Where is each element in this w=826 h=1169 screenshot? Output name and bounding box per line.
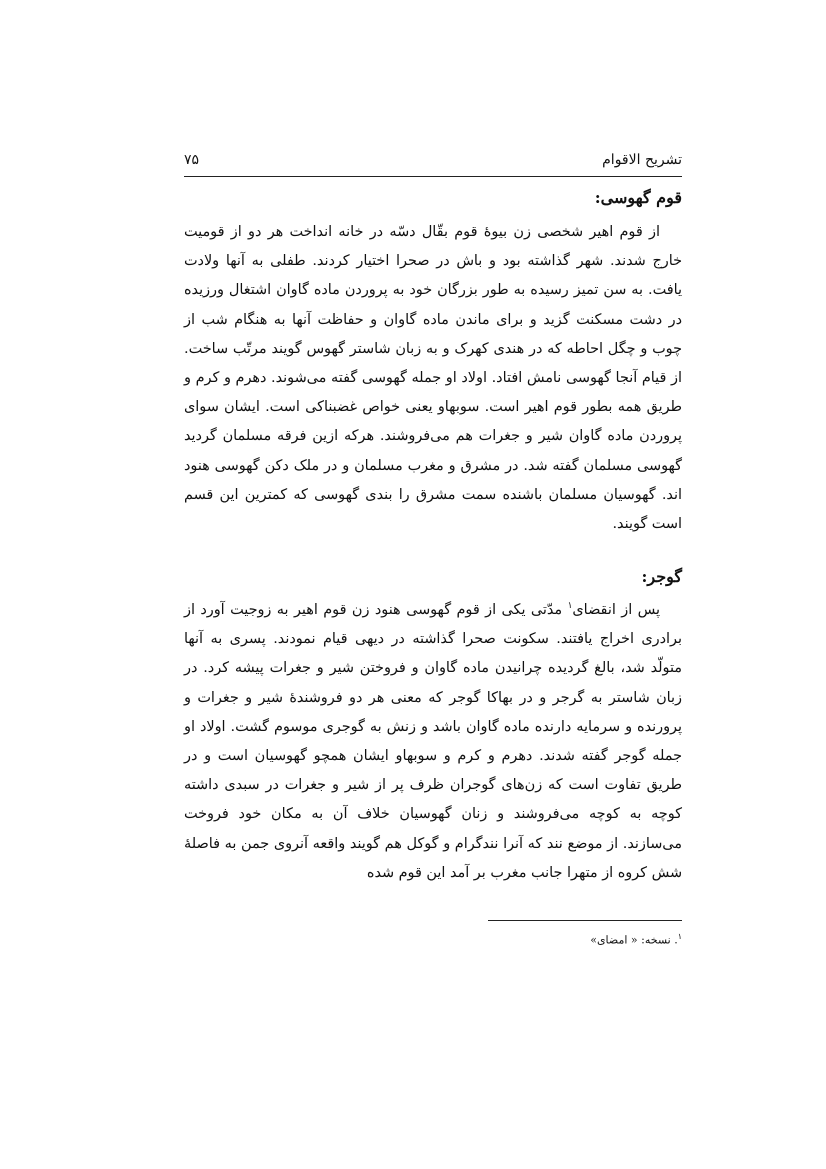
paragraph-text: پس از انقضای <box>572 602 660 618</box>
footnote-divider <box>488 920 682 921</box>
document-page <box>184 0 682 1169</box>
footnote-text: . نسخه: « امضای» <box>590 933 678 947</box>
section-paragraph <box>184 596 682 888</box>
footnote-number: ۱ <box>677 932 682 941</box>
section-heading: گوجر: <box>641 567 682 586</box>
section-heading: قوم گهوسی: <box>594 188 682 207</box>
section-paragraph: از قوم اهیر شخصی زن بیوهٔ قوم بقّال دسّه در خانه انداخت هر دو از قومیت خارج شدند. شهر گذاشته بود و باش در صحرا اختیار کردند. طفلی به آنها ولادت یافت. به سن تمیز رسیده به طور بزرگان خود به پروردن ماده گاوان اشتغال ورزیده در دشت مسکنت گزید و برای ماندن ماده گاوان و حفاظت آنها به هنگام شب از چوب و چگل احاطه که در هندی کهرک و به زبان شاستر گهوس گویند مرتّب ساخت. از قیام آنجا گهوسی نامش افتاد. اولاد او جمله گهوسی گفته می‌شوند. دهرم و کرم و طریق همه بطور قوم اهیر است. سوبهاو یعنی خواص غضبناکی است. ایشان سوای پروردن ماده گاوان شیر و جغرات هم می‌فروشند. هرکه ازین فرقه مسلمان گردید گهوسی مسلمان گفته شد. در مشرق و مغرب مسلمان و در ملک دکن گهوسی هنود اند. گهوسیان مسلمان باشنده سمت مشرق را بندی گهوسی که کمترین این قسم است گویند. <box>184 224 683 533</box>
footnote <box>590 932 682 947</box>
running-header <box>184 150 682 177</box>
footnote-reference[interactable]: ۱ <box>567 601 573 612</box>
page-number: ۷۵ <box>184 152 200 168</box>
paragraph-text: مدّتی یکی از قوم گهوسی هنود زن قوم اهیر به زوجیت آورد از برادری اخراج یافتند. سکونت صحرا گذاشته در دیهی قیام نمودند. پسری به آنها متولّد شد، بالغ گردیده چرانیدن ماده گاوان و فروختن شیر و جغرات پیشه کرد. در زبان شاستر به گرجر و در بهاکا گوجر که معنی هر دو فروشندهٔ شیر و جغرات و پرورنده و سرمایه دارنده ماده گاوان باشد و زنش به گوجری موسوم گشت. اولاد او جمله گوجر گفته شدند. دهرم و کرم و سوبهاو ایشان همچو گهوسیان است و در طریق تفاوت است که زن‌های گوجران ظرف پر از شیر و جغرات در سبدی داشته کوچه به کوچه می‌فروشند و زنان گهوسیان خلاف آن به مکان خود فروخت می‌سازند. از موضع نند که آنرا نندگرام و گوکل هم گویند واقعه آنروی جمن به فاصلهٔ شش کروه از متهرا جانب مغرب بر آمد این قوم شده <box>184 602 682 881</box>
running-header-title: تشریح الاقوام <box>602 152 682 168</box>
